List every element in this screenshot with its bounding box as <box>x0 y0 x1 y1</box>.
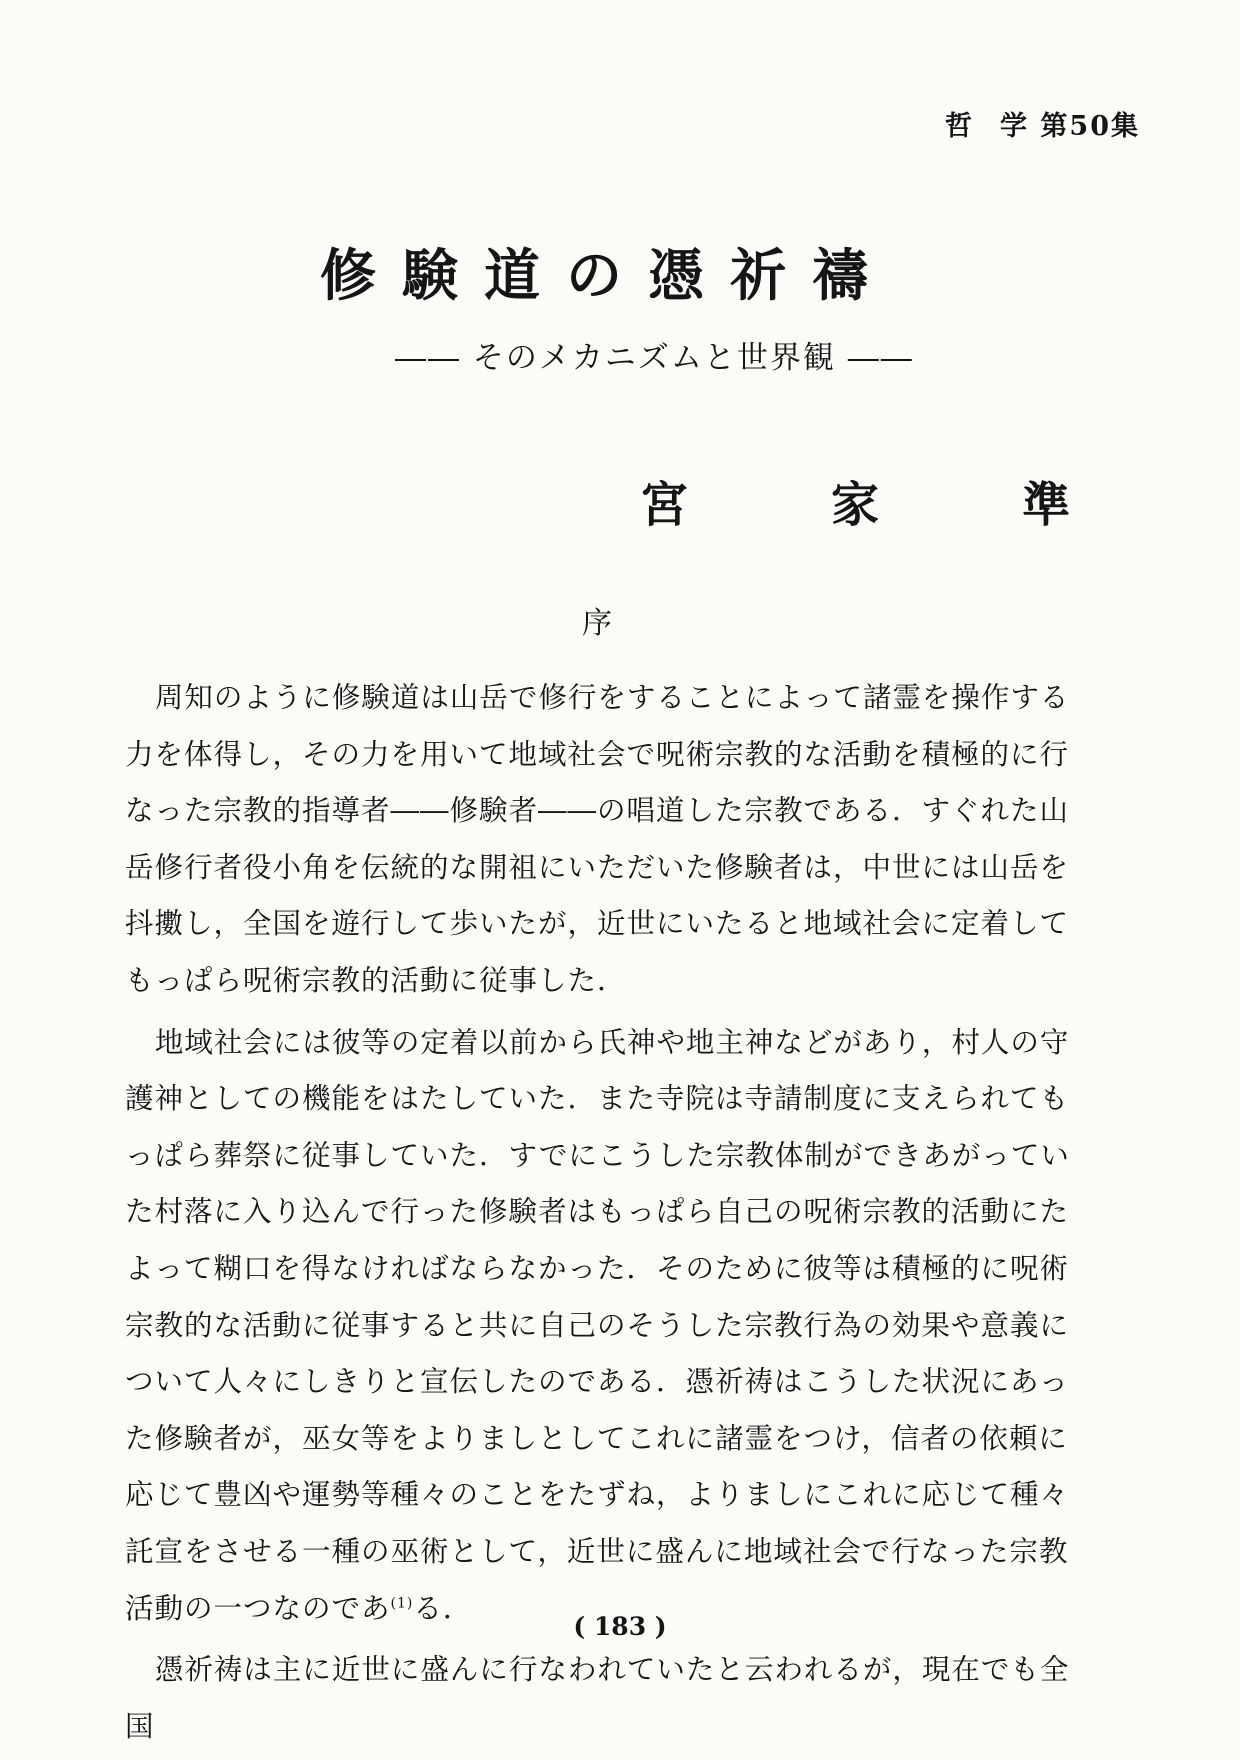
article-title: 修験道の憑祈禱 <box>320 243 894 309</box>
journal-issue: 第50集 <box>1040 111 1140 142</box>
paragraph-2-text: 地域社会には彼等の定着以前から氏神や地主神などがあり，村人の守護神としての機能をはたしていた．また寺院は寺請制度に支えられてもっぱら葬祭に従事していた．すでにこうした宗教体制ができあがっていた村落に入り込んで行った修験者はもっぱら自己の呪術宗教的活動にたよって糊口を得なければならなかった．そのために彼等は積極的に呪術宗教的な活動に従事すると共に自己のそうした宗教行為の効果や意義について人々にしきりと宣伝したのである．憑祈祷はこうした状況にあった修験者が，巫女等をよりましとしてこれに諸霊をつけ，信者の依頼に応じて豊凶や運勢等種々のことをたずね，よりましにこれに応じて種々託宣をさせる一種の巫術として，近世に盛んに地域社会で行なった宗教活動の一つなのであ <box>125 1025 1070 1625</box>
journal-name-1: 哲 <box>945 111 975 142</box>
article-subtitle: ―― そのメカニズムと世界観 ―― <box>395 340 914 376</box>
section-heading: 序 <box>582 606 612 641</box>
journal-name-2: 学 <box>1000 111 1030 142</box>
paragraph-3: 憑祈祷は主に近世に盛んに行なわれていたと云われるが，現在でも全国 <box>125 1653 1070 1743</box>
author-char-1: 宮 <box>640 477 689 533</box>
page-number: ( 183 ) <box>573 1612 667 1641</box>
author-name <box>640 466 1070 535</box>
paragraph-2-end: る． <box>413 1591 473 1625</box>
article-body <box>125 670 1085 1760</box>
author-char-3: 準 <box>1021 477 1070 533</box>
paragraph-2 <box>125 1015 1085 1638</box>
author-char-2: 家 <box>830 477 879 533</box>
paragraph-1: 周知のように修験道は山岳で修行をすることによって諸霊を操作する力を体得し，その力を用いて地域社会で呪術宗教的な活動を積極的に行なった宗教的指導者――修験者――の唱道した宗教である．すぐれた山岳修行者役小角を伝統的な開祖にいただいた修験者は，中世には山岳を抖擻し，全国を遊行して歩いたが，近世にいたると地域社会に定着してもっぱら呪術宗教的活動に従事した． <box>125 681 1070 997</box>
footnote-ref-1: (1) <box>390 1595 414 1611</box>
journal-header <box>900 104 1140 143</box>
